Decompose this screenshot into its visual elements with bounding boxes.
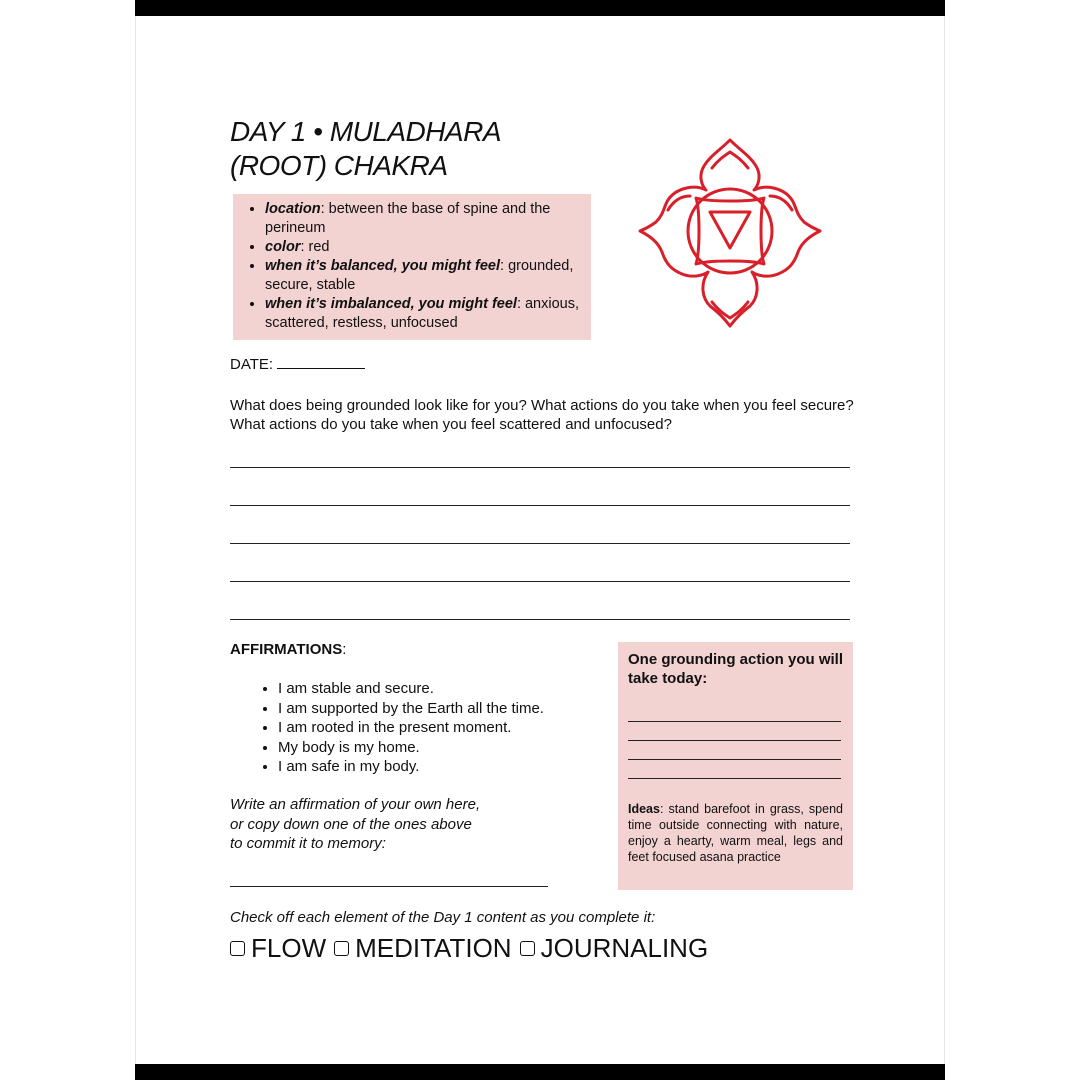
info-label: location: [265, 201, 321, 217]
grounding-action-title: One grounding action you will take today:: [628, 651, 843, 687]
info-text: : between the base of spine and the perineum: [265, 201, 551, 236]
info-item-balanced: [265, 257, 583, 295]
checkoff-instruction: Check off each element of the Day 1 content as you complete it:: [230, 909, 656, 926]
title-line-1: DAY 1 • MULADHARA: [230, 116, 502, 147]
info-text: : anxious, scattered, restless, unfocused: [265, 296, 580, 331]
grounding-action-box: [618, 642, 853, 890]
checklist-item-flow[interactable]: [230, 933, 326, 964]
affirmation-item: • My body is my home.: [278, 738, 544, 758]
checklist-item-meditation[interactable]: [334, 933, 511, 964]
affirmation-instruction-line: Write an affirmation of your own here,: [230, 796, 481, 813]
root-chakra-symbol-icon: [638, 138, 822, 328]
affirmation-writing-line[interactable]: [230, 886, 548, 887]
completion-checklist: [230, 933, 708, 964]
journal-writing-line[interactable]: [230, 619, 850, 620]
checkbox-icon[interactable]: [520, 941, 535, 956]
bottom-frame-bar: [135, 1064, 945, 1080]
checkbox-icon[interactable]: [334, 941, 349, 956]
info-item-color: [265, 238, 583, 257]
info-text: : red: [300, 239, 330, 255]
info-label: when it’s balanced, you might feel: [265, 258, 501, 274]
checkbox-icon[interactable]: [230, 941, 245, 956]
chakra-info-box: [233, 194, 591, 340]
info-label: when it’s imbalanced, you might feel: [265, 296, 517, 312]
ideas-text: : stand barefoot in grass, spend time outside connecting with nature, enjoy a hearty, warm meal, legs and feet focused asana practice: [628, 802, 843, 864]
affirmation-instruction-line: to commit it to memory:: [230, 835, 386, 852]
journal-writing-line[interactable]: [230, 581, 850, 582]
checklist-label: FLOW: [251, 933, 327, 963]
affirmation-instruction: [230, 795, 530, 854]
affirmations-list: [230, 679, 544, 777]
affirmation-item: • I am supported by the Earth all the time.: [278, 699, 544, 719]
date-blank-line[interactable]: [277, 356, 365, 369]
grounding-writing-line[interactable]: [628, 721, 841, 722]
checklist-label: JOURNALING: [540, 933, 709, 963]
info-text: : grounded, secure, stable: [265, 258, 574, 293]
top-frame-bar: [135, 0, 945, 16]
affirmation-item: • I am stable and secure.: [278, 679, 544, 699]
grounding-writing-line[interactable]: [628, 740, 841, 741]
chakra-info-list: [233, 194, 591, 333]
date-label: DATE:: [230, 356, 274, 373]
affirmation-instruction-line: or copy down one of the ones above: [230, 815, 472, 833]
journal-prompt: What does being grounded look like for you? What actions do you take when you feel secure? What actions do you take when you feel scattered and unfocused?: [230, 397, 854, 433]
title-line-2: (ROOT) CHAKRA: [230, 150, 448, 181]
affirmations-heading-colon: :: [342, 641, 347, 658]
checklist-item-journaling[interactable]: [520, 933, 709, 964]
grounding-writing-line[interactable]: [628, 759, 841, 760]
info-item-location: [265, 200, 583, 238]
affirmation-item: • I am rooted in the present moment.: [278, 718, 544, 738]
affirmations-heading: [230, 641, 346, 658]
info-label: color: [265, 239, 301, 255]
journal-writing-line[interactable]: [230, 543, 850, 544]
grounding-ideas: [628, 801, 843, 865]
affirmations-heading-text: AFFIRMATIONS: [230, 641, 343, 658]
info-item-imbalanced: [265, 295, 583, 333]
checklist-label: MEDITATION: [355, 933, 512, 963]
date-field: [230, 356, 365, 373]
journal-writing-line[interactable]: [230, 505, 850, 506]
ideas-label: Ideas: [628, 802, 660, 816]
grounding-writing-line[interactable]: [628, 778, 841, 779]
affirmation-item: • I am safe in my body.: [278, 757, 544, 777]
journal-writing-line[interactable]: [230, 467, 850, 468]
page-title: [230, 115, 501, 183]
